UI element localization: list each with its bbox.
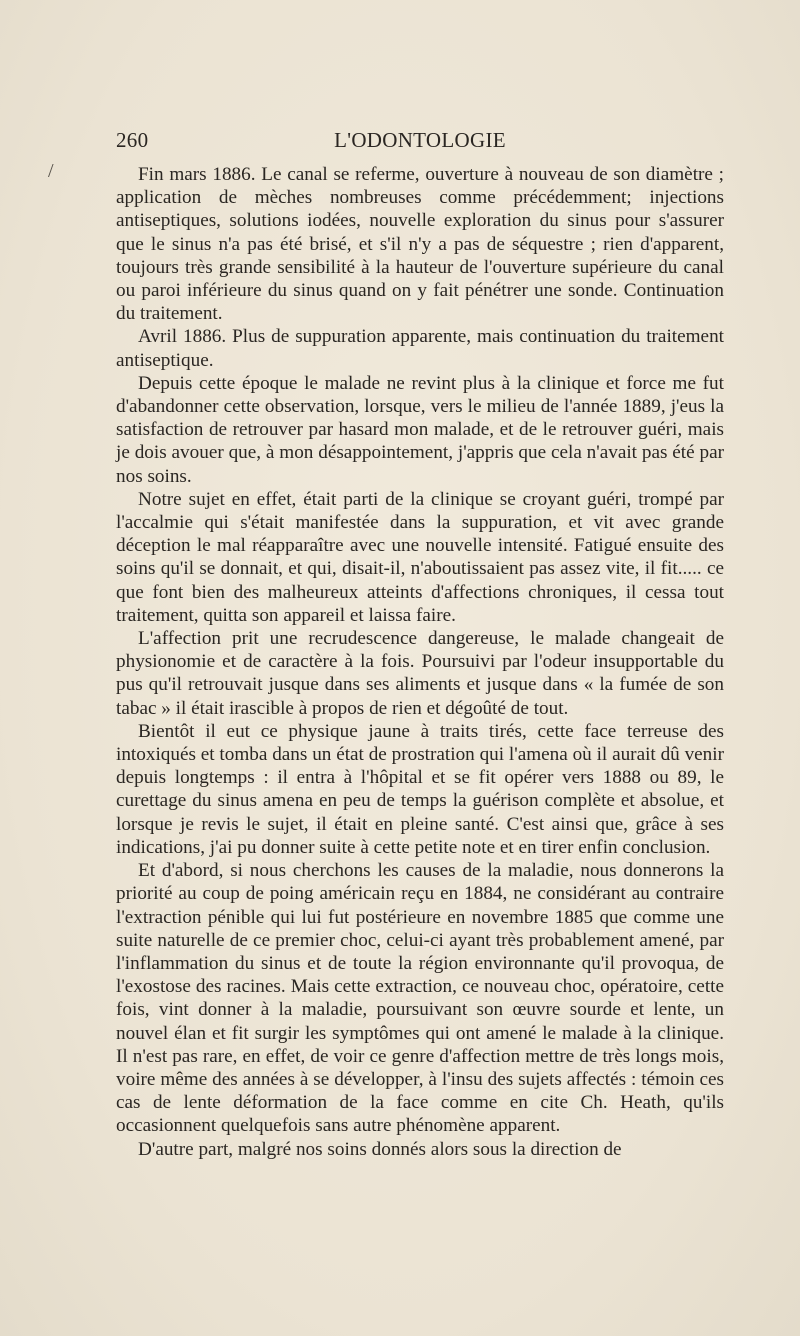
- paragraph: L'affection prit une recrudescence dangereuse, le malade changeait de physionomie et de caractère à la fois. Poursuivi par l'odeur insupportable du pus qu'il retrouvait jusque dans ses aliments et jusque dans « la fumée de son tabac » il était irascible à propos de rien et dégoûté de tout.: [116, 628, 724, 719]
- running-title: L'ODONTOLOGIE: [334, 128, 506, 152]
- paragraph: D'autre part, malgré nos soins donnés alors sous la direction de: [138, 1138, 622, 1160]
- paragraph: Bientôt il eut ce physique jaune à traits tirés, cette face terreuse des intoxiqués et tomba dans un état de prostration qui l'amena où il aurait dû venir depuis longtemps : il entra à l'hôpital et se fit opérer vers 1888 ou 89, le curettage du sinus amena en peu de temps la guérison complète et absolue, et lorsque je revis le sujet, il était en pleine santé. C'est ainsi que, grâce à ses indications, j'ai pu donner suite à cette petite note et en tirer enfin conclusion.: [116, 720, 724, 858]
- page-number: 260: [116, 128, 149, 152]
- paragraph: Avril 1886. Plus de suppuration apparente, mais continuation du traitement antiseptique.: [116, 326, 724, 371]
- page-header: [116, 128, 724, 152]
- paragraph: Fin mars 1886. Le canal se referme, ouverture à nouveau de son diamètre ; application de mèches nombreuses comme précédemment; injections antiseptiques, solutions iodées, nouvelle exploration du sinus pour s'assurer que le sinus n'a pas été brisé, et s'il n'y a pas de séquestre ; rien d'apparent, toujours très grande sensibilité à la hauteur de l'ouverture supérieure du canal ou paroi inférieure du sinus quand on y fait pénétrer une sonde. Continuation du traitement.: [116, 164, 724, 325]
- paragraph: Notre sujet en effet, était parti de la clinique se croyant guéri, trompé par l'accalmie qui s'était manifestée dans la suppuration, et vit avec grande déception le mal réapparaître avec une nouvelle intensité. Fatigué ensuite des soins qu'il se donnait, et qui, disait-il, n'aboutissaient pas assez vite, il fit..... ce que font bien des malheureux atteints d'affections chroniques, il cessa tout traitement, quitta son appareil et laissa faire.: [116, 488, 724, 626]
- paragraph: Et d'abord, si nous cherchons les causes de la maladie, nous donnerons la priorité au coup de poing américain reçu en 1884, ne considérant au contraire l'extraction pénible qui lui fut postérieure en novembre 1885 que comme une suite naturelle de ce premier choc, celui-ci ayant très probablement amené, par l'inflammation du sinus et de toute la région environnante qu'il provoqua, de l'exostose des racines. Mais cette extraction, ce nouveau choc, opératoire, cette fois, vint donner à la maladie, poursuivant son œuvre sourde et lente, un nouvel élan et fit surgir les symptômes qui ont amené le malade à la clinique. Il n'est pas rare, en effet, de voir ce genre d'affection mettre de très longs mois, voire même des années à se développer, à l'insu des sujets affectés : témoin ces cas de lente déformation de la face comme en cite Ch. Heath, qu'ils occasionnent quelquefois sans autre phénomène apparent.: [116, 860, 724, 1137]
- margin-mark: /: [48, 160, 54, 182]
- body-text: [116, 163, 724, 1161]
- paragraph: Depuis cette époque le malade ne revint plus à la clinique et force me fut d'abandonner cette observation, lorsque, vers le milieu de l'année 1889, j'eus la satisfaction de retrouver par hasard mon malade, et de le retrouver guéri, mais je dois avouer que, à mon désappointement, j'appris que cela n'avait pas été par nos soins.: [116, 372, 724, 487]
